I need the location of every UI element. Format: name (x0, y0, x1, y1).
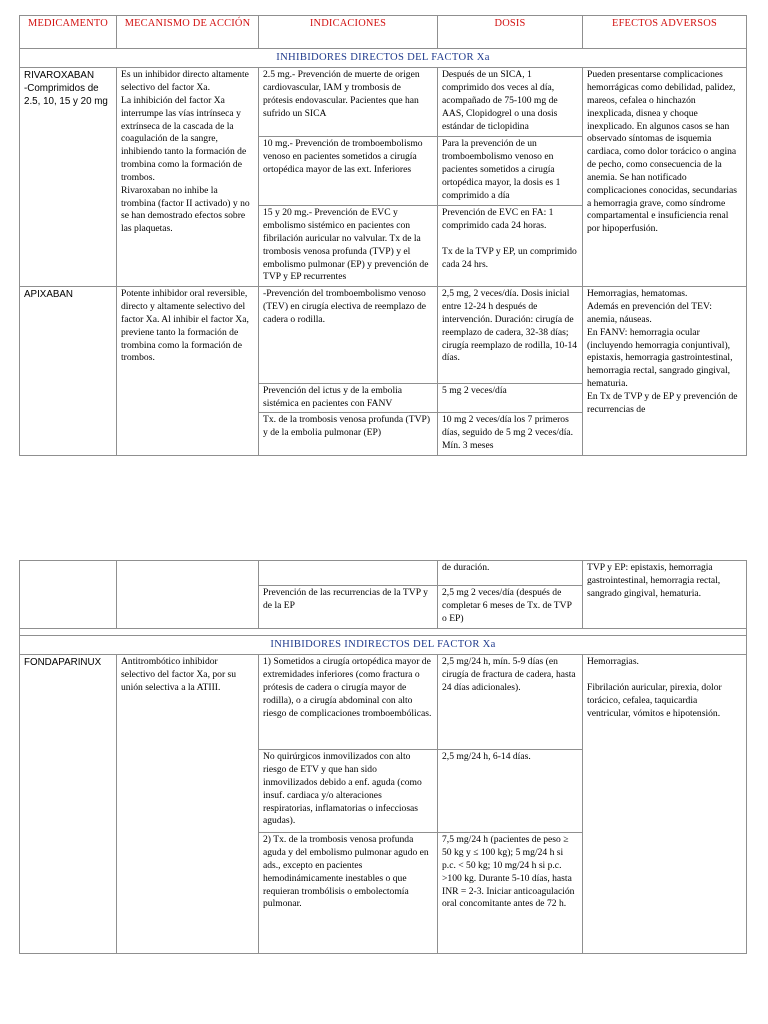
dose-cell: 10 mg 2 veces/día los 7 primeros días, seguido de 5 mg 2 veces/día. Mín. 3 meses (438, 413, 583, 456)
drug-name-apixaban: APIXABAN (20, 287, 117, 456)
section-row (20, 49, 747, 68)
indication-cell: 15 y 20 mg.- Prevención de EVC y embolismo sistémico en pacientes con fibrilación auricular no valvular. Tx de la trombosis venosa profunda (TVP) y el embolismo pulmonar (EP) y prevención de TVP y EP recurrentes (259, 206, 438, 287)
indication-cell: 10 mg.- Prevención de tromboembolismo venoso en pacientes sometidos a cirugía ortopédica mayor de las ext. Inferiores (259, 137, 438, 206)
mechanism-fondaparinux: Antitrombótico inhibidor selectivo del factor Xa, por su unión selectiva a la ATIII. (117, 655, 259, 954)
table-row (20, 655, 747, 750)
mechanism-continued (117, 561, 259, 629)
indication-cell: -Prevención del tromboembolismo venoso (TEV) en cirugía electiva de reemplazo de cadera o rodilla. (259, 287, 438, 384)
mechanism-rivaroxaban: Es un inhibidor directo altamente selectivo del factor Xa. La inhibición del factor Xa interrumpe las vías intrínseca y extrínseca de la cascada de la coagulación de la sangre, inhibiendo tanto la formación de trombina como la formación de trombos. Rivaroxaban no inhibe la trombina (factor II activado) y no se han demostrado efectos sobre las plaquetas. (117, 68, 259, 287)
dose-cell: 7,5 mg/24 h (pacientes de peso ≥ 50 kg y ≤ 100 kg); 5 mg/24 h si p.c. < 50 kg; 10 mg/24 h si p.c. >100 kg. Durante 5-10 días, hasta INR = 2-3. Iniciar anticoagulación oral concomitante antes de 72 h. (438, 833, 583, 954)
section-title-directos: INHIBIDORES DIRECTOS DEL FACTOR Xa (20, 49, 747, 68)
header-medicamento: MEDICAMENTO (20, 16, 117, 49)
adverse-effects-apixaban: Hemorragias, hematomas. Además en prevención del TEV: anemia, náuseas. En FANV: hemorragia ocular (incluyendo hemorragia conjuntival), epistaxis, hemorragia gastrointestinal, hemorragia rectal, sangrado gingival, hematuria. En Tx de TVP y de EP y prevención de recurrencias de (583, 287, 747, 456)
dose-cell: 2,5 mg 2 veces/día (después de completar 6 meses de Tx. de TVP o EP) (438, 586, 583, 629)
blank-spacer (20, 629, 747, 636)
drug-name-fondaparinux: FONDAPARINUX (20, 655, 117, 954)
adverse-effects-rivaroxaban: Pueden presentarse complicaciones hemorrágicas como debilidad, palidez, mareos, cefalea o hinchazón inexplicada, disnea y choque inexplicado. En algunos casos se han observado síntomas de isquemia cardiaca, como dolor torácico o angina de pecho, como consecuencia de la anemia. Se han notificado complicaciones conocidas, secundarias a hemorragia grave, como síndrome compartamental e insuficiencia renal por hipoperfusión. (583, 68, 747, 287)
header-efectos: EFECTOS ADVERSOS (583, 16, 747, 49)
header-indicaciones: INDICACIONES (259, 16, 438, 49)
indication-cell: 1) Sometidos a cirugía ortopédica mayor de extremidades inferiores (como fractura o prótesis de cadera o cirugía mayor de rodilla), o a cirugía abdominal con alto riesgo de complicaciones tromboembólicas. (259, 655, 438, 750)
dose-cell: 2,5 mg/24 h, 6-14 días. (438, 750, 583, 833)
blank-row (20, 629, 747, 636)
table-row (20, 287, 747, 384)
dose-cell: de duración. (438, 561, 583, 586)
indication-cell: Prevención del ictus y de la embolia sistémica en pacientes con FANV (259, 384, 438, 413)
indication-cell: 2.5 mg.- Prevención de muerte de origen cardiovascular, IAM y trombosis de prótesis endovascular. Pacientes que han sufrido un SICA (259, 68, 438, 137)
dose-cell: Después de un SICA, 1 comprimido dos veces al día, acompañado de 75-100 mg de AAS, Clopidogrel o una dosis estándar de ticlopidina (438, 68, 583, 137)
table-row (20, 68, 747, 137)
adverse-effects-apixaban-continued: TVP y EP: epistaxis, hemorragia gastrointestinal, hemorragia rectal, sangrado gingival, hematuria. (583, 561, 747, 629)
section-title-indirectos: INHIBIDORES INDIRECTOS DEL FACTOR Xa (20, 636, 747, 655)
indication-cell: Prevención de las recurrencias de la TVP y de la EP (259, 586, 438, 629)
dose-cell: Prevención de EVC en FA: 1 comprimido cada 24 horas. Tx de la TVP y EP, un comprimido cada 24 hrs. (438, 206, 583, 287)
table-row (20, 561, 747, 586)
mechanism-apixaban: Potente inhibidor oral reversible, directo y altamente selectivo del factor Xa. Al inhibir el factor Xa, previene tanto la formación de trombina como la formación de trombos. (117, 287, 259, 456)
dose-cell: Para la prevención de un tromboembolismo venoso en pacientes sometidos a cirugía ortopédica mayor, la dosis es 1 comprimido a día (438, 137, 583, 206)
indication-cell: No quirúrgicos inmovilizados con alto riesgo de ETV y que han sido inmovilizados debido a enf. aguda (como insuf. cardiaca y/o alteraciones respiratorias, inflamatorias o infecciosas agudas). (259, 750, 438, 833)
table-header-row (20, 16, 747, 49)
drug-table-part-2 (19, 560, 747, 954)
adverse-effects-fondaparinux: Hemorragias. Fibrilación auricular, pirexia, dolor torácico, cefalea, taquicardia ventricular, vómitos e hipotensión. (583, 655, 747, 954)
dose-cell: 2,5 mg, 2 veces/día. Dosis inicial entre 12-24 h después de intervención. Duración: cirugía de reemplazo de cadera, 32-38 días; cirugía reemplazo de rodilla, 10-14 días. (438, 287, 583, 384)
drug-name-continued (20, 561, 117, 629)
dose-cell: 2,5 mg/24 h, mín. 5-9 días (en cirugía de fractura de cadera, hasta 24 días adicionales). (438, 655, 583, 750)
header-dosis: DOSIS (438, 16, 583, 49)
indication-cell-continued (259, 561, 438, 586)
drug-name-rivaroxaban: RIVAROXABAN -Comprimidos de 2.5, 10, 15 y 20 mg (20, 68, 117, 287)
dose-cell: 5 mg 2 veces/día (438, 384, 583, 413)
section-row (20, 636, 747, 655)
header-mecanismo: MECANISMO DE ACCIÓN (117, 16, 259, 49)
indication-cell: 2) Tx. de la trombosis venosa profunda aguda y del embolismo pulmonar agudo en ads., excepto en pacientes hemodinámicamente inestables o que requieran trombólisis o embolectomía pulmonar. (259, 833, 438, 954)
drug-table-part-1 (19, 15, 747, 456)
indication-cell: Tx. de la trombosis venosa profunda (TVP) y de la embolia pulmonar (EP) (259, 413, 438, 456)
